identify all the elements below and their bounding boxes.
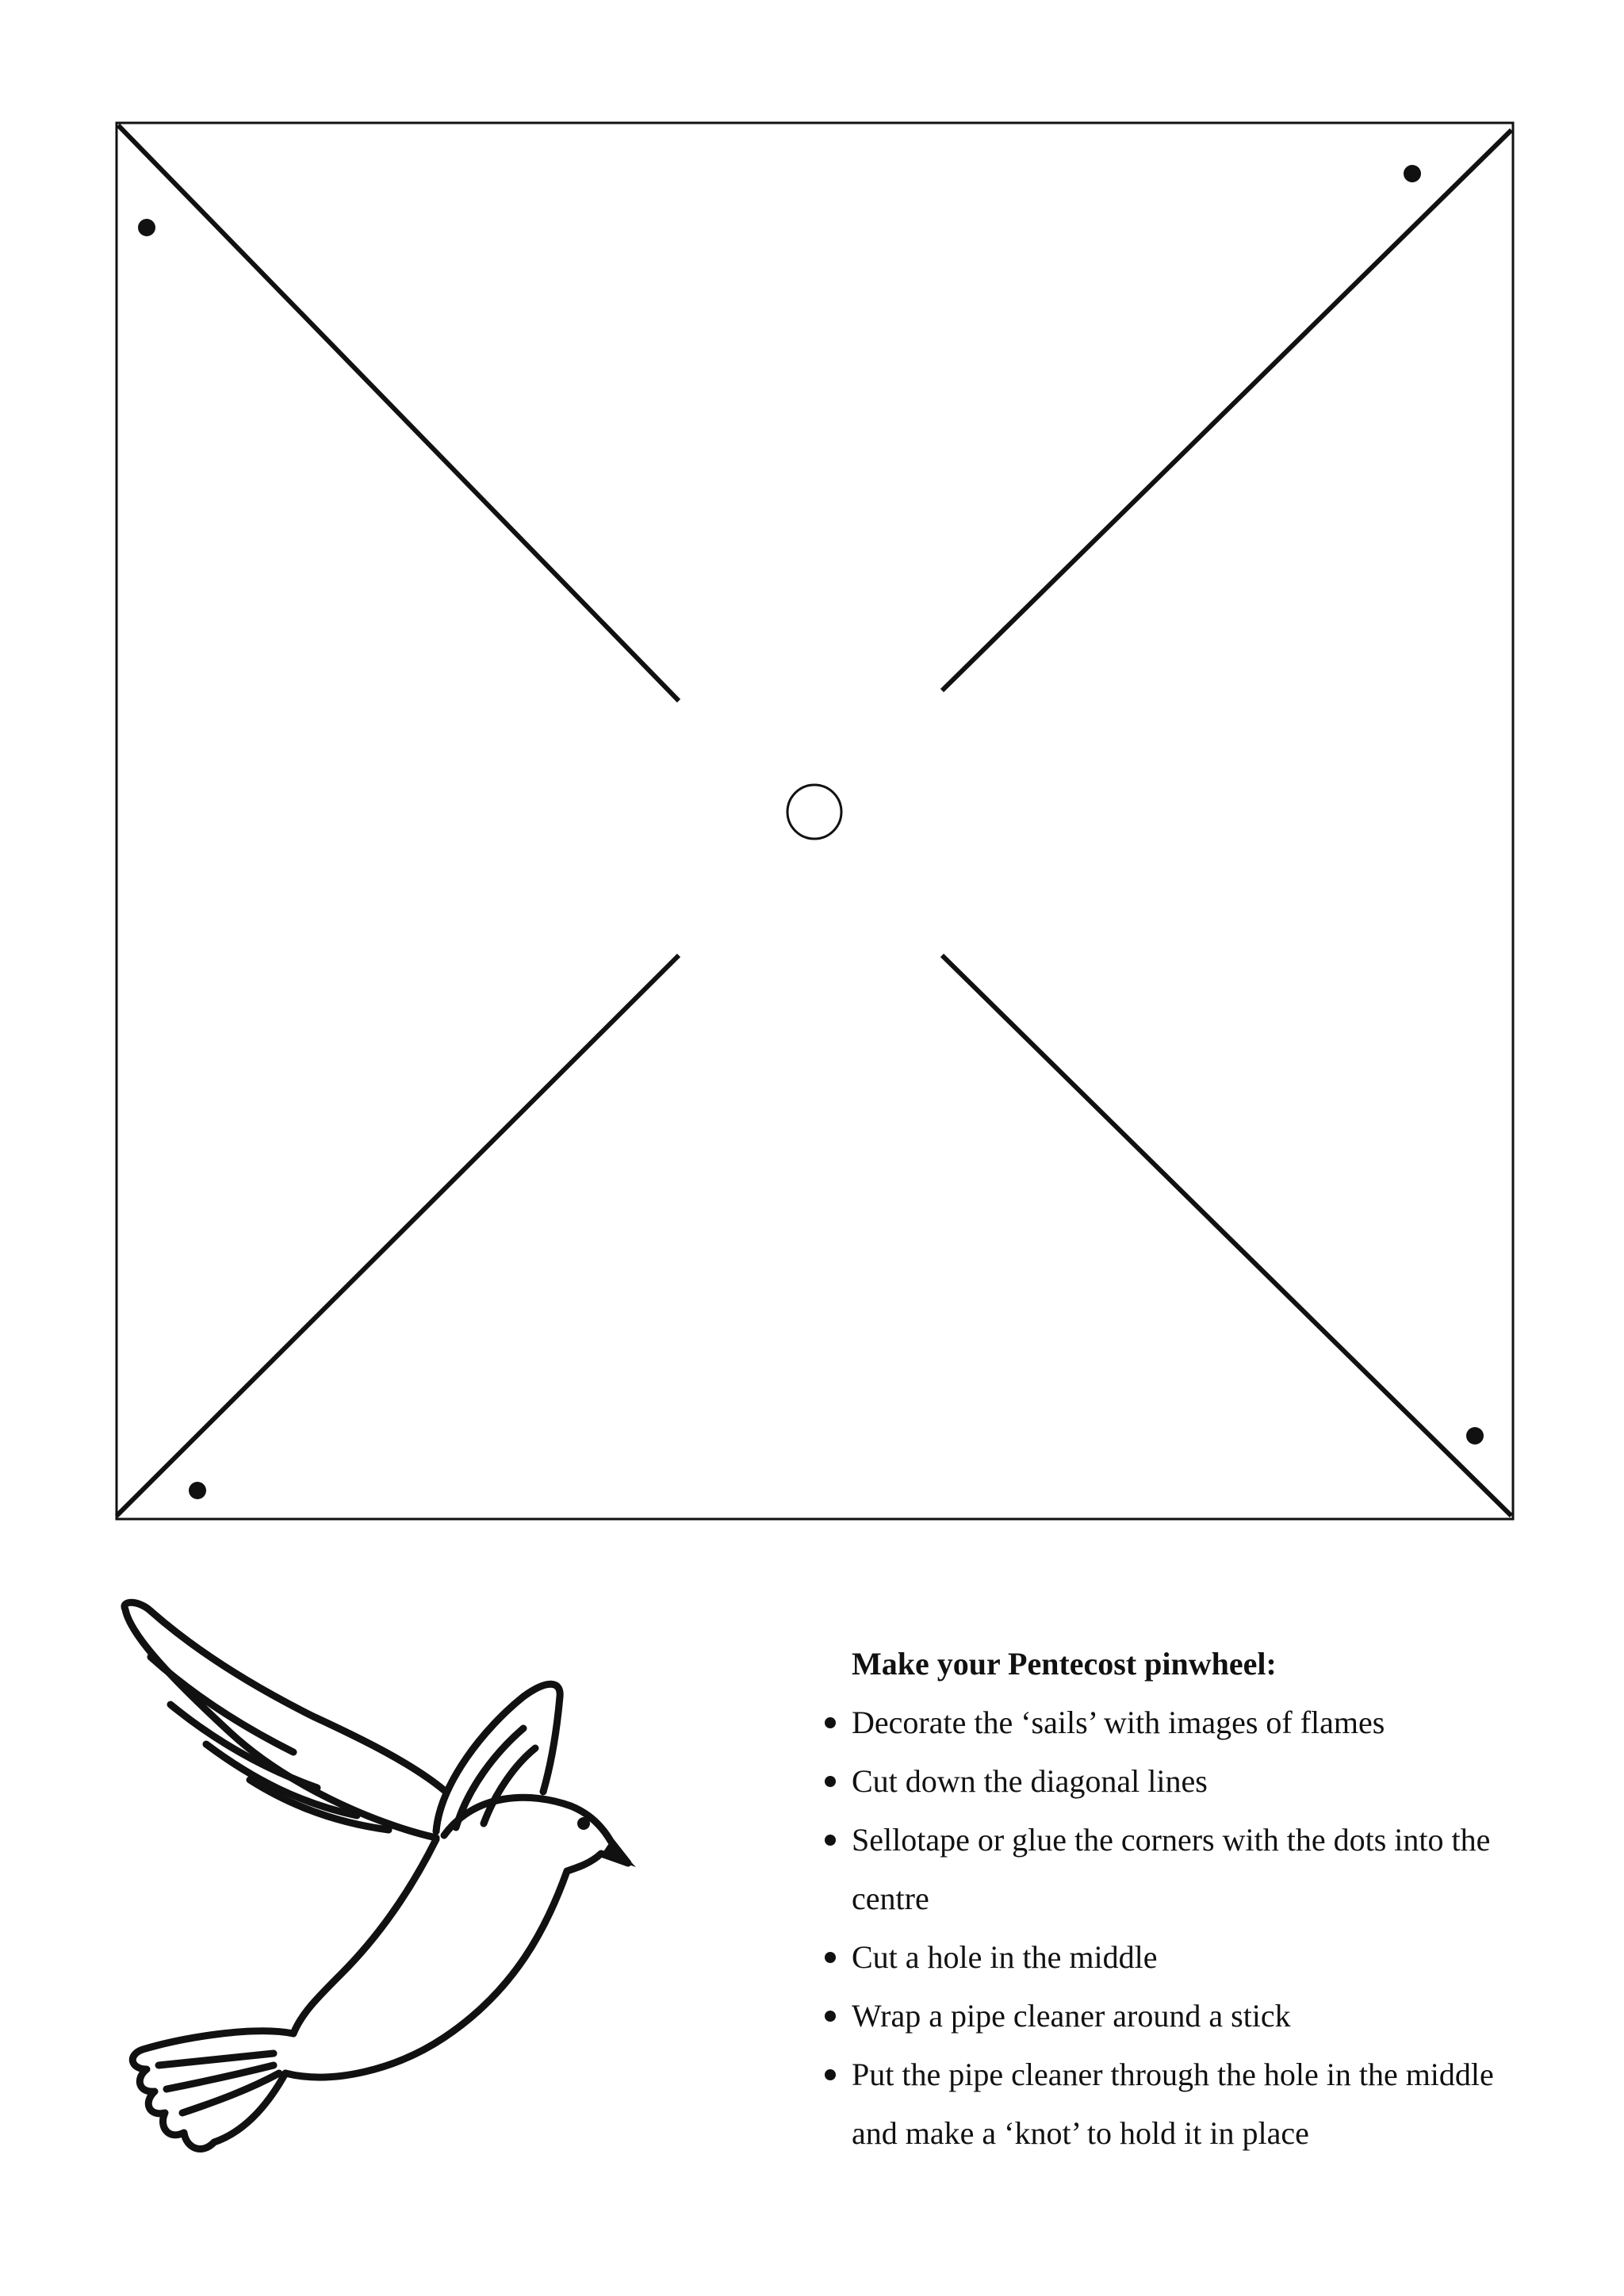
cut-line-bottom-left (117, 955, 679, 1516)
cut-line-bottom-right (942, 955, 1511, 1516)
corner-dot-top-left (138, 219, 155, 236)
instruction-step: Wrap a pipe cleaner around a stick (825, 1987, 1538, 2045)
corner-dot-top-right (1404, 165, 1421, 182)
instruction-step: Cut down the diagonal lines (825, 1752, 1538, 1811)
cut-line-top-right (942, 130, 1511, 691)
corner-dot-bottom-left (189, 1482, 206, 1499)
instruction-step: Decorate the ‘sails’ with images of flames (825, 1693, 1538, 1752)
centre-hole (787, 785, 841, 839)
dove-icon (103, 1594, 642, 2164)
instruction-step: Cut a hole in the middle (825, 1928, 1538, 1987)
instruction-step: Sellotape or glue the corners with the dots into the centre (825, 1811, 1538, 1928)
instruction-steps (825, 1693, 1538, 2163)
instructions-title: Make your Pentecost pinwheel: (852, 1646, 1277, 1682)
instructions-panel (825, 1635, 1538, 2163)
cut-line-top-left (118, 125, 679, 701)
instruction-step: Put the pipe cleaner through the hole in the middle and make a ‘knot’ to hold it in place (825, 2045, 1538, 2163)
corner-dot-bottom-right (1466, 1427, 1484, 1445)
